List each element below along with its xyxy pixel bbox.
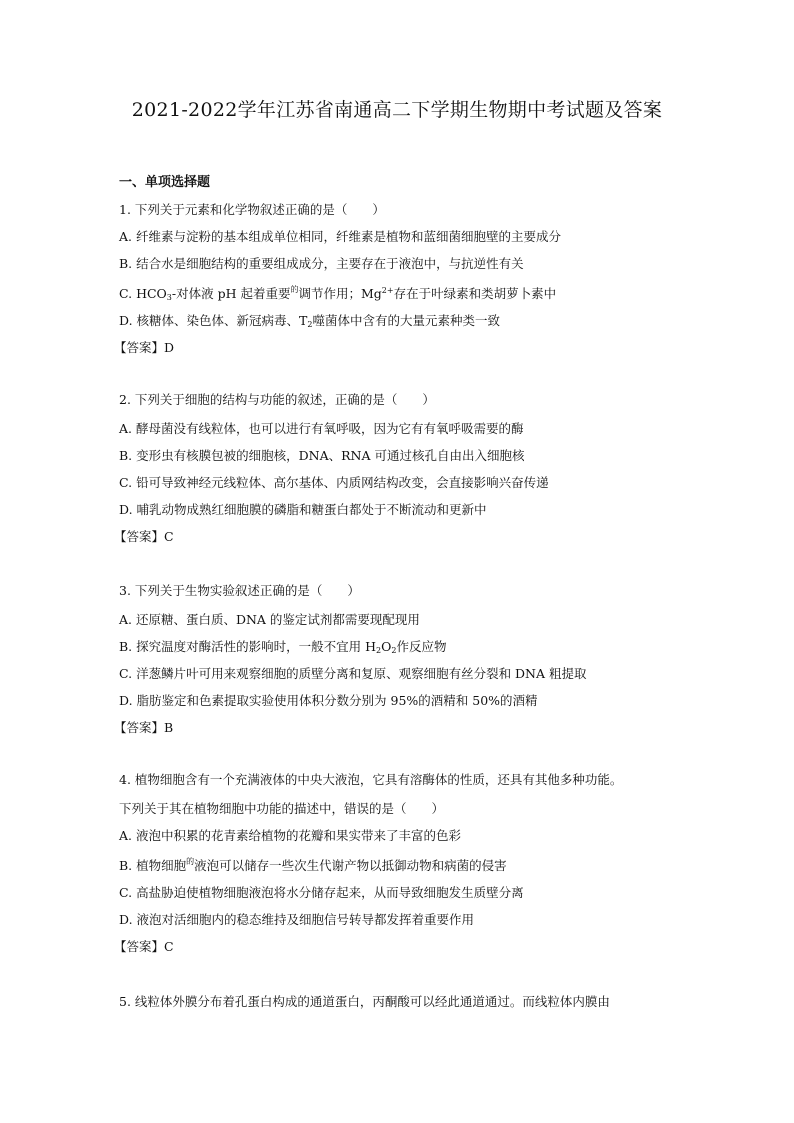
question-3-option-d: D. 脂肪鉴定和色素提取实验使用体积分数分别为 95%的酒精和 50%的酒精 [119, 693, 538, 708]
question-2-option-c: C. 铅可导致神经元线粒体、高尔基体、内质网结构改变，会直接影响兴奋传递 [119, 475, 549, 490]
question-1-answer: 【答案】D [114, 340, 175, 355]
question-2-answer: 【答案】C [114, 529, 174, 544]
question-5-stem: 5. 线粒体外膜分布着孔蛋白构成的通道蛋白，丙酮酸可以经此通道通过。而线粒体内膜由 [119, 994, 610, 1009]
question-1-option-c: C. $HCO_3-$对体液 pH 起着重要$^的$调节作用；$Mg^{2+}$存在于叶绿素和类胡萝卜素中 [119, 285, 557, 302]
section-heading: 一、单项选择题 [119, 175, 211, 190]
question-1-option-a: A. 纤维素与淀粉的基本组成单位相同，纤维素是植物和蓝细菌细胞壁的主要成分 [119, 229, 561, 244]
question-2-stem: 2. 下列关于细胞的结构与功能的叙述，正确的是（ ） [119, 392, 435, 407]
question-3-option-b: B. 探究温度对酶活性的影响时，一般不宜用 $H_2O_2$作反应物 [119, 639, 447, 655]
question-2-option-d: D. 哺乳动物成熟红细胞膜的磷脂和糖蛋白都处于不断流动和更新中 [119, 502, 487, 517]
question-1-stem: 1. 下列关于元素和化学物叙述正确的是（ ） [119, 202, 385, 217]
question-4-option-c: C. 高盐胁迫使植物细胞液泡将水分储存起来，从而导致细胞发生质壁分离 [119, 885, 524, 900]
question-4-stem-line-1: 4. 植物细胞含有一个充满液体的中央大液泡，它具有溶酶体的性质，还具有其他多种功能。 [119, 772, 623, 787]
question-4-option-b: B. 植物细胞$^的$液泡可以储存一些次生代谢产物以抵御动物和病菌的侵害 [119, 857, 507, 873]
question-1-option-b: B. 结合水是细胞结构的重要组成成分，主要存在于液泡中，与抗逆性有关 [119, 256, 524, 271]
question-4-answer: 【答案】C [114, 939, 174, 954]
question-3-option-a: A. 还原糖、蛋白质、DNA 的鉴定试剂都需要现配现用 [119, 612, 420, 627]
question-3-answer: 【答案】B [114, 720, 174, 735]
question-3-option-c: C. 洋葱鳞片叶可用来观察细胞的质壁分离和复原、观察细胞有丝分裂和 DNA 粗提取 [119, 666, 587, 681]
question-4-option-a: A. 液泡中积累的花青素给植物的花瓣和果实带来了丰富的色彩 [119, 828, 461, 843]
question-4-stem-line-2: 下列关于其在植物细胞中功能的描述中，错误的是（ ） [119, 801, 445, 816]
question-2-option-a: A. 酵母菌没有线粒体，也可以进行有氧呼吸，因为它有有氧呼吸需要的酶 [119, 421, 524, 436]
question-1-option-d: D. 核糖体、染色体、新冠病毒、$T_2$噬菌体中含有的大量元素种类一致 [119, 313, 500, 329]
question-2-option-b: B. 变形虫有核膜包被的细胞核，DNA、RNA 可通过核孔自由出入细胞核 [119, 448, 525, 463]
question-3-stem: 3. 下列关于生物实验叙述正确的是（ ） [119, 583, 360, 598]
question-4-option-d: D. 液泡对活细胞内的稳态维持及细胞信号转导都发挥着重要作用 [119, 912, 475, 927]
document-title: 2021-2022学年江苏省南通高二下学期生物期中考试题及答案 [131, 99, 663, 121]
